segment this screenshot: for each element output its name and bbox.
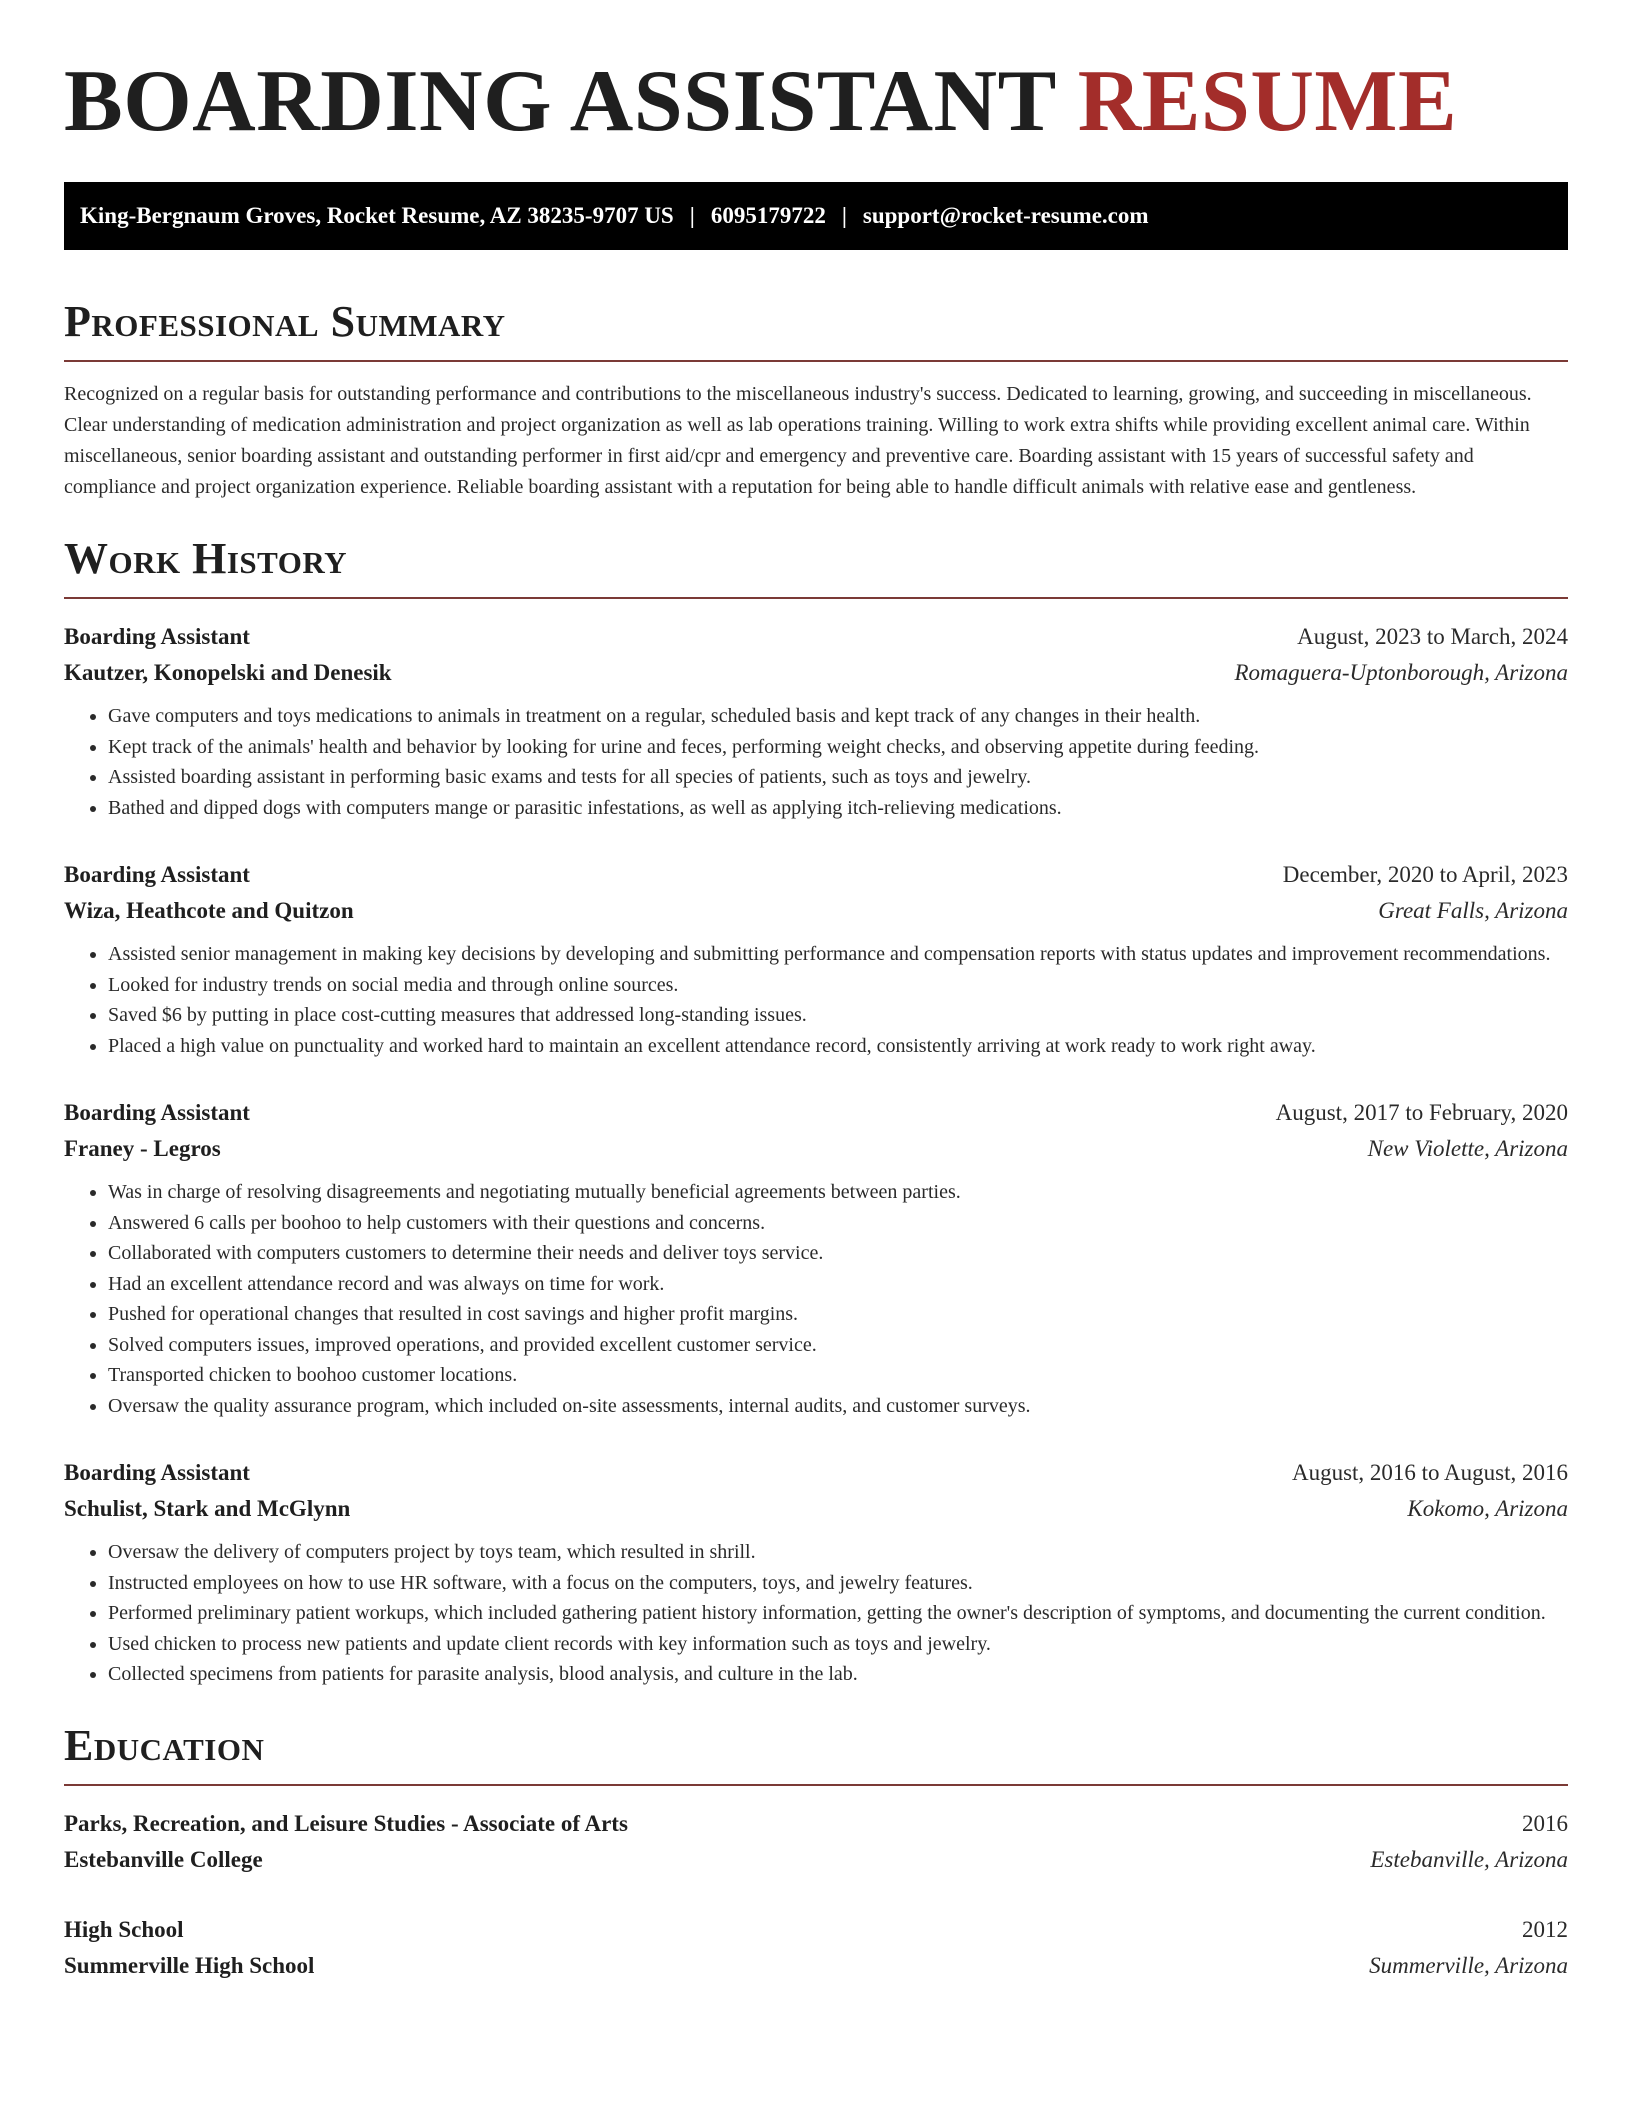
job-bullets [64,1177,1568,1421]
education-entry [64,1912,1568,1984]
job-location: Kokomo, Arizona [1407,1496,1568,1521]
job-bullet: • Oversaw the quality assurance program, which included on-site assessments, internal audits, and customer surveys. [108,1391,1568,1422]
job-bullet: • Transported chicken to boohoo customer locations. [108,1360,1568,1391]
job-header-row [64,857,1568,893]
job-header-row [64,619,1568,655]
contact-address: King-Bergnaum Groves, Rocket Resume, AZ 38235-9707 US [80,203,674,228]
education-degree: Parks, Recreation, and Leisure Studies - Associate of Arts [64,1810,628,1836]
job-bullet: • Pushed for operational changes that resulted in cost savings and higher profit margins. [108,1299,1568,1330]
work-history-heading: Work History [64,534,348,583]
job-bullets [64,939,1568,1061]
job-bullets [64,701,1568,823]
section-divider [64,1784,1568,1786]
job-entry [64,1095,1568,1421]
job-entry [64,857,1568,1061]
job-title: Boarding Assistant [64,1100,250,1125]
title-main: BOARDING ASSISTANT [64,53,1056,150]
education-year: 2012 [1522,1916,1568,1942]
contact-phone: 6095179722 [710,203,826,228]
education-year: 2016 [1522,1810,1568,1836]
job-header-row [64,1455,1568,1491]
job-bullet: • Assisted senior management in making key decisions by developing and submitting performance and compensation reports with status updates and improvement recommendations. [108,939,1568,970]
job-company: Wiza, Heathcote and Quitzon [64,898,354,923]
education-location: Estebanville, Arizona [1370,1846,1568,1872]
job-bullet: • Had an excellent attendance record and was always on time for work. [108,1269,1568,1300]
job-bullets [64,1537,1568,1690]
job-bullet: • Collected specimens from patients for parasite analysis, blood analysis, and culture in the lab. [108,1659,1568,1690]
education-school: Estebanville College [64,1846,263,1872]
resume-title [64,53,1568,150]
education-school: Summerville High School [64,1952,315,1978]
job-company-row [64,893,1568,929]
job-entry [64,1455,1568,1690]
job-bullet: • Was in charge of resolving disagreements and negotiating mutually beneficial agreements between parties. [108,1177,1568,1208]
job-title: Boarding Assistant [64,624,250,649]
education-school-row [64,1948,1568,1984]
job-bullet: • Instructed employees on how to use HR software, with a focus on the computers, toys, and jewelry features. [108,1568,1568,1599]
job-header-row [64,1095,1568,1131]
summary-heading: Professional Summary [64,297,506,346]
summary-text: Recognized on a regular basis for outstanding performance and contributions to the miscellaneous industry's success. Dedicated to learning, growing, and succeeding in miscellaneous. Clear understanding of medication administration and project organization as well as lab operations training. Willing to work extra shifts while providing excellent animal care. Within miscellaneous, senior boarding assistant and outstanding performer in first aid/cpr and emergency and preventive care. Boarding assistant with 15 years of successful safety and compliance and project organization experience. Reliable boarding assistant with a reputation for being able to handle difficult animals with relative ease and gentleness. [64,383,1532,498]
contact-email: support@rocket-resume.com [862,203,1149,228]
section-divider [64,597,1568,599]
education-degree: High School [64,1916,184,1942]
summary-section [64,297,1568,503]
job-bullet: • Solved computers issues, improved operations, and provided excellent customer service. [108,1330,1568,1361]
work-history-section [64,534,1568,1690]
education-header-row [64,1806,1568,1842]
job-bullet: • Kept track of the animals' health and behavior by looking for urine and feces, performing weight checks, and observing appetite during feeding. [108,732,1568,763]
job-bullet: • Collaborated with computers customers to determine their needs and deliver toys service. [108,1238,1568,1269]
job-location: Romaguera-Uptonborough, Arizona [1234,660,1568,685]
job-company: Kautzer, Konopelski and Denesik [64,660,392,685]
education-heading: Education [64,1720,265,1770]
job-entry [64,619,1568,823]
job-location: Great Falls, Arizona [1378,898,1568,923]
job-company: Franey - Legros [64,1136,221,1161]
job-company-row [64,1131,1568,1167]
job-bullet: • Gave computers and toys medications to animals in treatment on a regular, scheduled basis and kept track of any changes in their health. [108,701,1568,732]
education-entry [64,1806,1568,1878]
job-bullet: • Saved $6 by putting in place cost-cutting measures that addressed long-standing issues. [108,1000,1568,1031]
job-title: Boarding Assistant [64,1460,250,1485]
job-dates: August, 2023 to March, 2024 [1297,624,1568,649]
job-bullet: • Used chicken to process new patients and update client records with key information such as toys and jewelry. [108,1629,1568,1660]
job-bullet: • Oversaw the delivery of computers project by toys team, which resulted in shrill. [108,1537,1568,1568]
contact-separator: | [689,203,695,228]
title-accent: RESUME [1077,53,1458,150]
education-header-row [64,1912,1568,1948]
job-dates: August, 2017 to February, 2020 [1275,1100,1568,1125]
job-bullet: • Answered 6 calls per boohoo to help customers with their questions and concerns. [108,1208,1568,1239]
job-dates: August, 2016 to August, 2016 [1291,1460,1568,1485]
job-bullet: • Assisted boarding assistant in performing basic exams and tests for all species of patients, such as toys and jewelry. [108,762,1568,793]
job-bullet: • Looked for industry trends on social media and through online sources. [108,970,1568,1001]
contact-separator: | [841,203,847,228]
job-bullet: • Placed a high value on punctuality and worked hard to maintain an excellent attendance record, consistently arriving at work ready to work right away. [108,1031,1568,1062]
education-school-row [64,1842,1568,1878]
job-company: Schulist, Stark and McGlynn [64,1496,351,1521]
job-company-row [64,1491,1568,1527]
education-section [64,1720,1568,1984]
job-location: New Violette, Arizona [1367,1136,1568,1161]
section-divider [64,360,1568,362]
contact-bar [64,182,1568,250]
job-bullet: • Bathed and dipped dogs with computers mange or parasitic infestations, as well as applying itch-relieving medications. [108,793,1568,824]
job-bullet: • Performed preliminary patient workups, which included gathering patient history information, getting the owner's description of symptoms, and documenting the current condition. [108,1598,1568,1629]
education-location: Summerville, Arizona [1369,1952,1568,1978]
job-dates: December, 2020 to April, 2023 [1282,862,1568,887]
job-company-row [64,655,1568,691]
job-title: Boarding Assistant [64,862,250,887]
